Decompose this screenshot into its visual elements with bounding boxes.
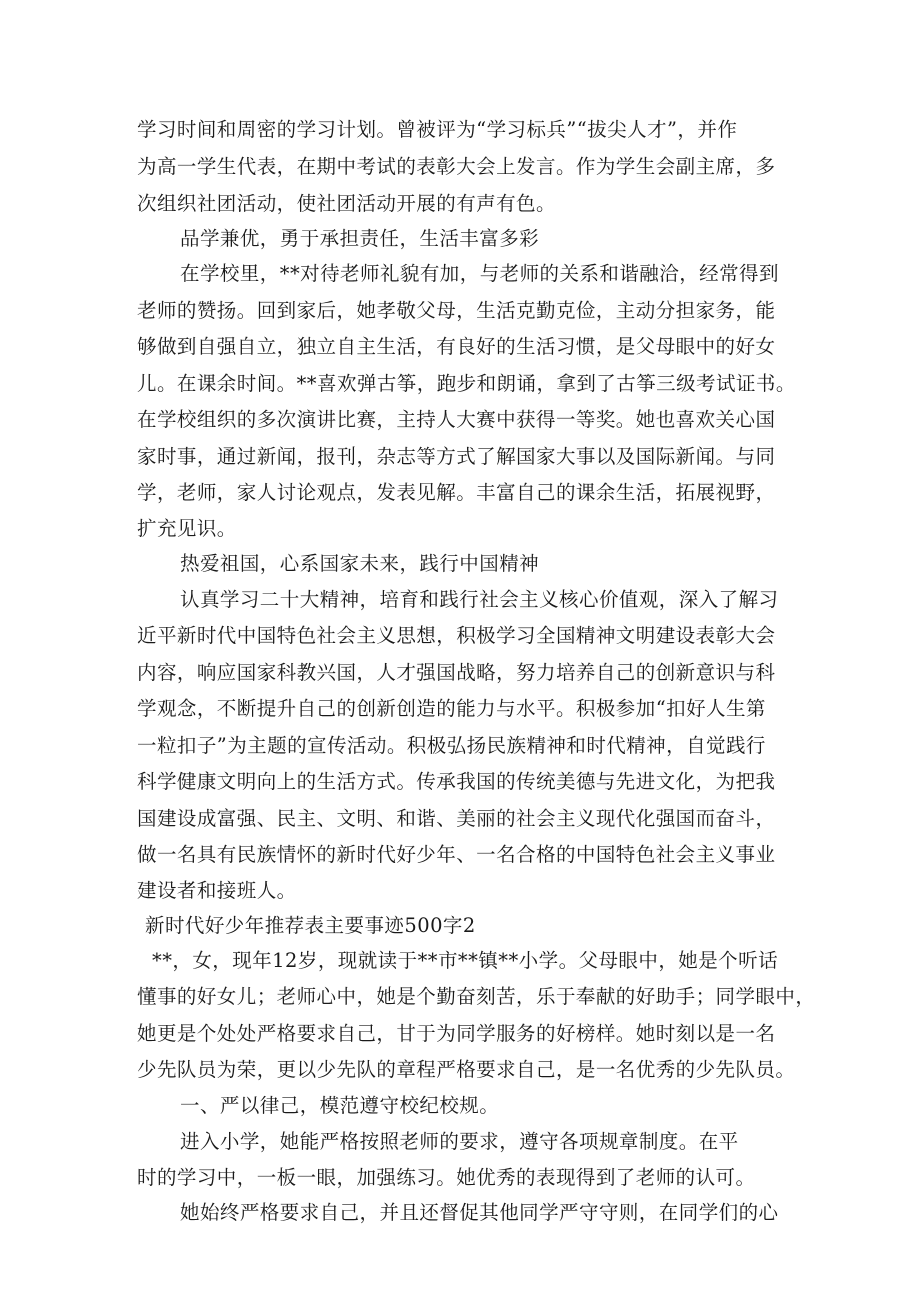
text-line: 够做到自强自立，独立自主生活，有良好的生活习惯，是父母眼中的好女 (137, 335, 776, 358)
text-line: 扩充见识。 (137, 517, 237, 540)
text-line: 儿。在课余时间。**喜欢弹古筝，跑步和朗诵，拿到了古筝三级考试证书。 (137, 372, 796, 395)
text-line: **，女，现年12岁，现就读于**市**镇**小学。父母眼中，她是个听话 (152, 949, 779, 972)
text-line: 在学校里，**对待老师礼貌有加，与老师的关系和谐融洽，经常得到 (180, 262, 779, 285)
text-line: 次组织社团活动，使社团活动开展的有声有色。 (137, 192, 556, 215)
text-line: 近平新时代中国特色社会主义思想，积极学习全国精神文明建设表彰大会 (137, 624, 776, 647)
article-title: 新时代好少年推荐表主要事迹500字2 (145, 914, 476, 937)
text-line: 认真学习二十大精神，培育和践行社会主义核心价值观，深入了解习 (180, 588, 779, 611)
text-line: 少先队员为荣，更以少先队的章程严格要求自己，是一名优秀的少先队员。 (137, 1058, 796, 1081)
text-line: 懂事的好女儿；老师心中，她是个勤奋刻苦，乐于奉献的好助手；同学眼中， (137, 985, 816, 1008)
text-line: 做一名具有民族情怀的新时代好少年、一名合格的中国特色社会主义事业 (137, 843, 776, 866)
section-heading: 一、严以律己，模范遵守校纪校规。 (180, 1094, 500, 1117)
section-heading: 热爱祖国，心系国家未来，践行中国精神 (180, 552, 540, 575)
text-line: 老师的赞扬。回到家后，她孝敬父母，生活克勤克俭，主动分担家务，能 (137, 299, 776, 322)
text-line: 她更是个处处严格要求自己，甘于为同学服务的好榜样。她时刻以是一名 (137, 1022, 776, 1045)
text-line: 学习时间和周密的学习计划。曾被评为“学习标兵”“拔尖人才”，并作 (137, 118, 738, 141)
text-line: 一粒扣子”为主题的宣传活动。积极弘扬民族精神和时代精神，自觉践行 (137, 734, 766, 757)
text-line: 学观念，不断提升自己的创新创造的能力与水平。积极参加“扣好人生第 (137, 697, 766, 720)
text-line: 内容，响应国家科教兴国，人才强国战略，努力培养自己的创新意识与科 (137, 661, 776, 684)
text-line: 时的学习中，一板一眼，加强练习。她优秀的表现得到了老师的认可。 (137, 1166, 756, 1189)
text-line: 国建设成富强、民主、文明、和谐、美丽的社会主义现代化强国而奋斗， (137, 807, 776, 830)
text-line: 为高一学生代表，在期中考试的表彰大会上发言。作为学生会副主席，多 (137, 155, 776, 178)
text-line: 建设者和接班人。 (137, 879, 297, 902)
text-line: 她始终严格要求自己，并且还督促其他同学严守守则，在同学们的心 (180, 1201, 779, 1224)
text-line: 学，老师，家人讨论观点，发表见解。丰富自己的课余生活，拓展视野， (137, 481, 776, 504)
text-line: 在学校组织的多次演讲比赛，主持人大赛中获得一等奖。她也喜欢关心国 (137, 408, 776, 431)
text-line: 科学健康文明向上的生活方式。传承我国的传统美德与先进文化，为把我 (137, 770, 776, 793)
section-heading: 品学兼优，勇于承担责任，生活丰富多彩 (180, 227, 540, 250)
text-line: 家时事，通过新闻，报刊，杂志等方式了解国家大事以及国际新闻。与同 (137, 445, 776, 468)
text-line: 进入小学，她能严格按照老师的要求，遵守各项规章制度。在平 (180, 1130, 739, 1153)
